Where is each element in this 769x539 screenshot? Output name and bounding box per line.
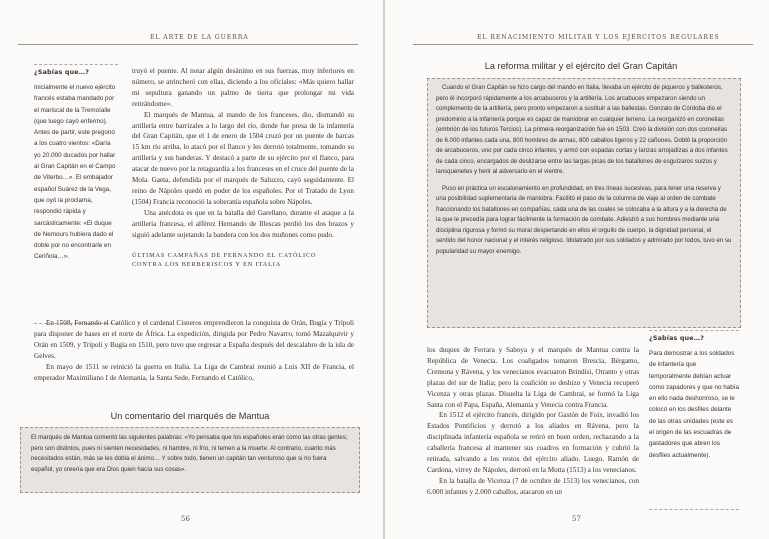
paragraph: los duques de Ferrara y Saboya y el marqués de Mantua contra la República de Venecia. Los coaligados tomaron Brescia, Bérgamo, Cremona y Rávena, y los venecianos evacuaron Brindisi, Otranto y otras plazas del sur de Italia; pero la coalición se deshizo y Venecia recuperó Vicenza y otras plazas. Disuelta la Liga de Cambrai, se formó la Liga Santa con el Papa, España, Alemania y Venecia contra Francia.	[427, 346, 639, 409]
left-main-column	[132, 66, 354, 272]
left-wide-column	[34, 318, 354, 383]
paragraph: El marqués de Mantua, al mando de los franceses, dio, dismandó su artillería entre barrizales a lo largo del río, donde fue presa de la infantería del Gran Capitán, que el 1 de enero de 1504 cruzó por un puente de barcas 15 km río arriba, lo atacó por el flanco y les derrotó totalmente, tomando su artillería y sus banderas. Y destacó a parte de su ejército por el flanco, para atacar de nuevo por la retaguardia a los franceses en el cruce del puente de la Mola. Gaeta, defendida por el marqués de Saluzzo, cayó seguidamente. El reino de Nápoles quedó en poder de los españoles. Por el Tratado de Lyon (1504) Francia reconoció la soberanía española sobre Nápoles.	[132, 110, 354, 206]
box-title-left: Un comentario del marqués de Mantua	[110, 411, 270, 421]
paragraph: En mayo de 1511 se reinició la guerra en Italia. La Liga de Cambrai reunió a Luis XII de Francia, el emperador Maximiliano I de Alemania, la Santa Sede, Fernando el Católico,	[34, 362, 354, 382]
section-heading	[132, 251, 354, 270]
box-paragraph: Puso en práctica un escalonamiento en profundidad, en tres líneas sucesivas, para tener una reserva y una posibilidad suplementaria de maniobra. Facilitó el paso de la columna de viaje al orden de combate fraccionando los batallones en compañías, cada una de las cuales se colocaba a la altura y a la derecha de la que le precedía para lograr fácilmente la formación de combate. Adiestró a sus hombres mediante una disciplina rigurosa y formó su moral despertando en ellos el orgullo de cuerpo, la dignidad personal, el sentido del honor nacional y el interés religioso. Idolatrado por sus soldados y admirado por todos, tuvo en su popularidad su mayor enemigo.	[436, 184, 732, 255]
sidebar-box-left	[34, 64, 118, 324]
sidebar-box-right	[649, 330, 739, 510]
running-head-left: EL ARTE DE LA GUERRA	[150, 34, 249, 41]
sidebar-text-right: Para demostrar a los soldados de infantería que temporalmente debían actuar como zapadores y que no había en ello nada deshonroso, se le colocó en los desfiles delante de las otras unidades (este es el origen de las escuadras de gastadores que abren los desfiles actualmente).	[649, 350, 739, 459]
paragraph: Una anécdota es que en la batalla del Garellano, durante el ataque a la artillería francesa, el alférez Hernando de Illescas perdió los dos brazos y siguió adelante sujetando la bandera con los dos muñones como pudo.	[132, 208, 354, 239]
box-paragraph: Cuando el Gran Capitán se hizo cargo del mando en Italia, llevaba un ejército de piqueros y ballesteros, pero él incorporó rápidamente a los arcabuceros y la artillería. Los arcabuces empezaron siendo un complemento de la artillería, pero pronto empezaron a sustituir a las ballestas. Gonzalo de Córdoba dio el predominio a la infantería porque es capaz de maniobrar en cualquier terreno. La reorganizó en coronelías (embrión de los futuros Tercios). La primera reorganización fue en 1503. Creó la división con dos coronelías de 6.000 infantes cada una, 800 hombres de armas, 800 caballos ligeros y 22 cañones. Dobló la proporción de arcabuceros, uno por cada cinco infantes, y armó con espadas cortas y lanzas arrojadizas a dos infantes de cada cinco, encargados de deslizarse entre las largas picas de los batallones de esguízaros suizos y lansquenetes y herir al adversario en el vientre.	[436, 84, 728, 175]
right-page	[385, 0, 769, 539]
sidebar-text-left: Inicialmente el nuevo ejército francés estaba mandado por el mariscal de la Tremoïalle (que luego cayó enfermo). Antes de partir, este pregonó a los cuatro vientos: «Daría yo 20.000 ducados por hallar al Gran Capitán en el Campo de Viterbo…». El embajador español Suárez de la Vega, que oyó la proclama, respondió rápida y sarcásticamente: «El duque de Nemours hubiera dado el doble por no encontrarle en Ceriñola…».	[34, 84, 116, 261]
section-heading-line: ÚLTIMAS CAMPAÑAS DE FERNANDO EL CATÓLICO	[132, 251, 317, 259]
header-rule-left	[18, 44, 358, 45]
sidebar-heading-left: ¿Sabías que…?	[34, 69, 90, 76]
box-title-right: La reforma militar y el ejército del Gran Capitán	[484, 61, 678, 71]
quote-text: El marqués de Mantua comentó las siguientes palabras: «Yo pensaba que los españoles eran como las otras gentes; pero son distintos, pues ni sienten necesidades, ni hambre, ni frío, ni temen a la muerte. Al contrario, cuanto más necesitados están, más se les dobla el ánimo… Y sobre todo, tienen un capitán tan venturoso que si no fuera español, yo creería que era Dios quien hacía sus cosas».	[31, 434, 348, 473]
section-heading-line: CONTRA LOS BERBERISCOS Y EN ITALIA	[132, 261, 282, 268]
reform-box-right	[427, 78, 741, 328]
paragraph: truyó el puente. Al notar algún desánimo en sus fuerzas, muy inferiores en número, se atrincheró con ellas, diciendo a los oficiales: «Más quiero hallar mi sepultura ganando un palmo de tierra que prolongar mi vida retirándome».	[132, 67, 354, 108]
paragraph: En 1512 el ejército francés, dirigido por Gastón de Foix, invadió los Estados Pontificios y derrotó a los aliados en Rávena, pero la disciplinada infantería española se retiró en buen orden, rechazando a la caballería francesa al mantener sus cuadros en formación y cubrió la retirada, salvando a los restos del ejército aliado. Luego, Ramón de Cardona, virrey de Nápoles, derrotó en la Motta (1513) a los venecianos.	[427, 411, 639, 474]
header-rule-right	[413, 44, 753, 45]
right-main-column	[427, 345, 639, 498]
sidebar-heading-right: ¿Sabías que…?	[649, 335, 705, 342]
quote-box-left	[20, 427, 360, 493]
left-page	[0, 0, 383, 539]
paragraph: En la batalla de Vicenza (7 de octubre de 1513) los venecianos, con 6.000 infantes y 2.000 caballos, atacaron en un	[427, 476, 639, 496]
running-head-right: EL RENACIMIENTO MILITAR Y LOS EJÉRCITOS REGULARES	[477, 34, 720, 41]
paragraph: En 1508, Fernando el Católico y el cardenal Cisneros emprendieron la conquista de Orán, Bugía y Trípoli para disponer de bases en el norte de África. La expedición, dirigida por Pedro Navarro, tomó Mazalquivir y Orán en 1509, y Trípoli y Bugía en 1510, pero tuvo que regresar a España después del descalabro de la isla de Gelves.	[34, 319, 354, 360]
page-number-right: 57	[572, 515, 581, 523]
page-number-left: 56	[181, 515, 190, 523]
